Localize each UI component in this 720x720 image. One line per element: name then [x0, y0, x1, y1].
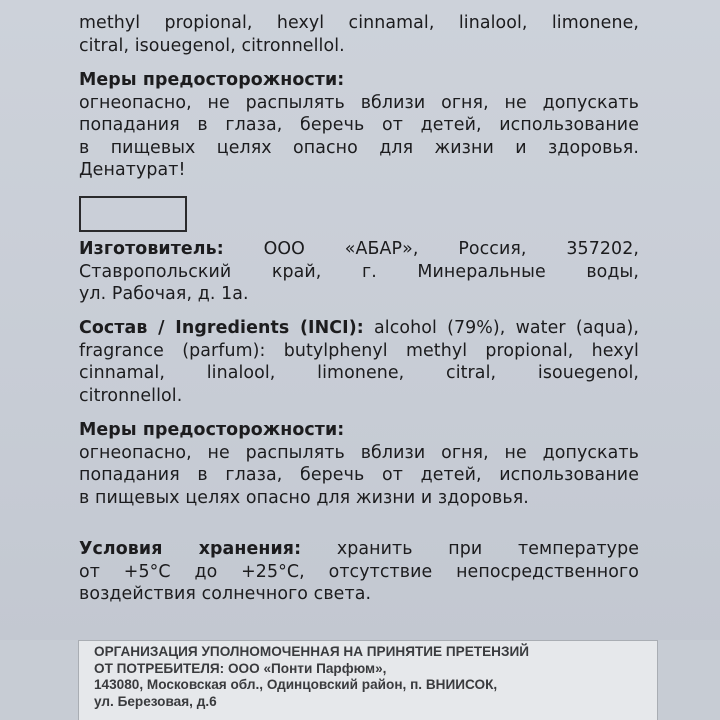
claims-line: 143080, Московская обл., Одинцовский район, п. ВНИИСОК,: [94, 677, 498, 692]
storage-line-1: [79, 538, 639, 561]
ingredients-line-2: citral, isouegenol, citronnellol.: [79, 35, 345, 56]
precautions-section-1: [79, 69, 639, 182]
claims-line: ул. Березовая, д.6: [94, 693, 217, 709]
composition-label: Состав / Ingredients (INCI):: [79, 318, 364, 338]
precautions-line: огнеопасно, не распылять вблизи огня, не допускать: [79, 442, 639, 463]
precautions-line: в пищевых целях опасно для жизни и здоровья.: [79, 487, 529, 508]
claims-line: ОТ ПОТРЕБИТЕЛЯ: ООО «Понти Парфюм»,: [94, 660, 387, 676]
manufacturer-name: ООО «АБАР», Россия, 357202,: [263, 239, 639, 259]
composition-line-2: fragrance (parfum): butylphenyl methyl propional, hexyl: [79, 340, 639, 361]
storage-line-3: воздействия солнечного света.: [79, 584, 372, 604]
precautions-line: Денатурат!: [79, 160, 186, 180]
precautions-section-2: [79, 419, 639, 509]
manufacturer-line-2: Ставропольский край, г. Минеральные воды,: [79, 261, 639, 282]
precautions-line: попадания в глаза, беречь от детей, использование: [79, 465, 639, 485]
precautions-heading: Меры предосторожности:: [79, 420, 345, 440]
composition-start: alcohol (79%), water (aqua),: [374, 318, 639, 338]
storage-label: Условия хранения:: [79, 539, 302, 559]
precautions-line: попадания в глаза, беречь от детей, использование: [79, 115, 639, 135]
claims-line: ОРГАНИЗАЦИЯ УПОЛНОМОЧЕННАЯ НА ПРИНЯТИЕ ПРЕТЕНЗИЙ: [94, 644, 530, 659]
precautions-line: в пищевых целях опасно для жизни и здоровья.: [79, 137, 639, 158]
storage-start: хранить при температуре: [336, 539, 640, 559]
manufacturer-line-3: ул. Рабочая, д. 1а.: [79, 284, 249, 304]
precautions-line: огнеопасно, не распылять вблизи огня, не допускать: [79, 92, 639, 113]
composition-line-1: [79, 317, 639, 340]
composition-line-4: citronnellol.: [79, 385, 183, 406]
storage-section: [79, 538, 639, 606]
storage-line-2: от +5°С до +25°С, отсутствие непосредственного: [79, 561, 639, 582]
ingredients-continuation: [79, 12, 639, 57]
manufacturer-section: [79, 238, 639, 306]
composition-line-3: cinnamal, linalool, limonene, citral, isouegenol,: [79, 363, 639, 383]
manufacturer-line-1: [79, 238, 639, 261]
composition-section: [79, 317, 639, 407]
ingredients-line-1: methyl propional, hexyl cinnamal, linalool, limonene,: [79, 13, 639, 33]
manufacturer-label: Изготовитель:: [79, 239, 224, 259]
claims-text: [94, 644, 634, 710]
precautions-heading: Меры предосторожности:: [79, 70, 345, 90]
batch-code-box: [79, 196, 187, 232]
